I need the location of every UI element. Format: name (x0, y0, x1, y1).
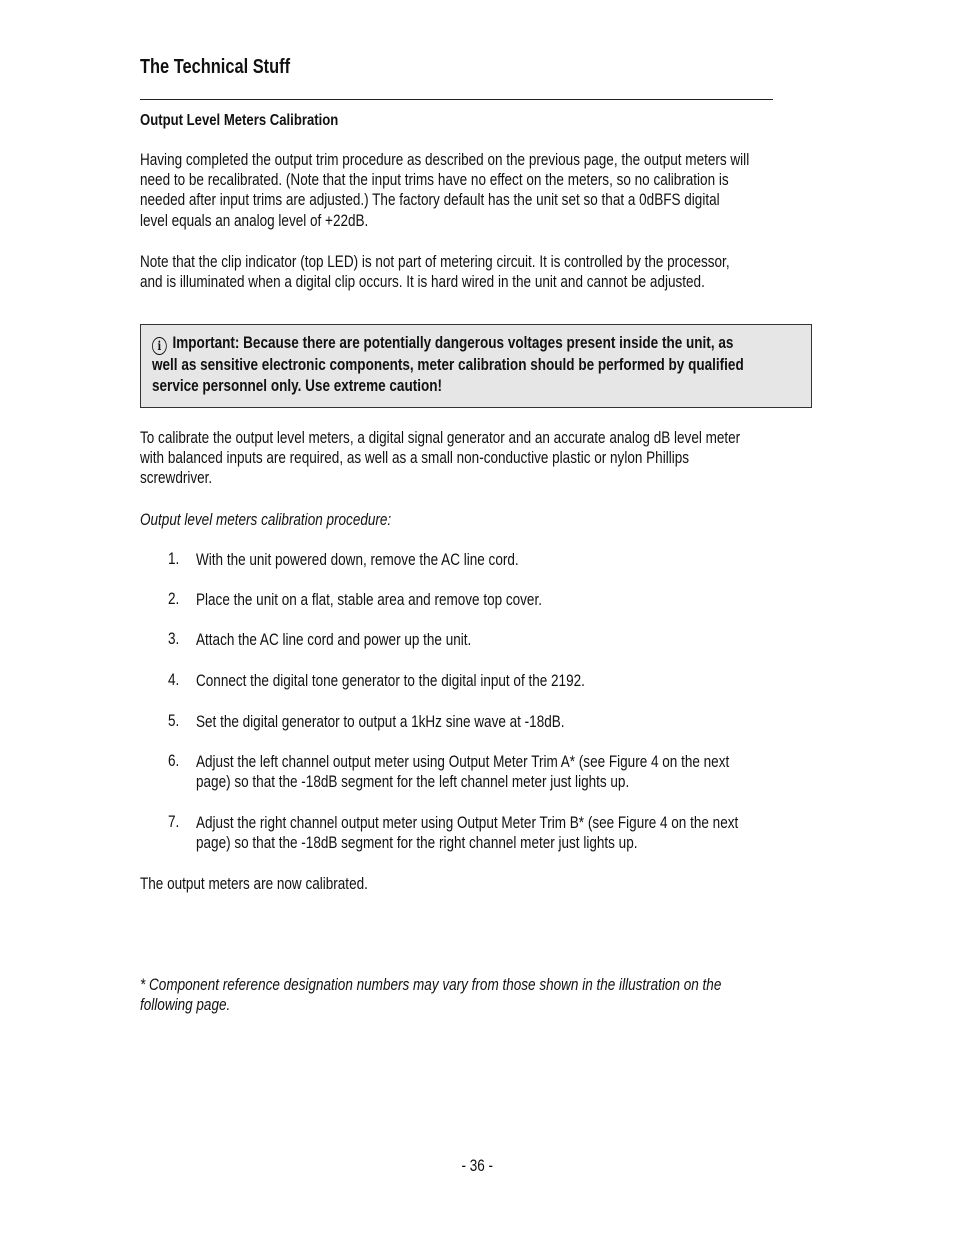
step-number: 5. (168, 712, 180, 730)
step-number: 1. (168, 550, 180, 568)
section-title: The Technical Stuff (140, 56, 291, 78)
step-number: 7. (168, 813, 180, 831)
clip-note-line: and is illuminated when a digital clip occurs. It is hard wired in the unit and cannot be adjusted. (140, 273, 705, 292)
step-text: With the unit powered down, remove the AC line cord. (196, 551, 519, 569)
intro-line: level equals an analog level of +22dB. (140, 211, 369, 230)
step-text: Adjust the left channel output meter using Output Meter Trim A* (see Figure 4 on the next page) so that the -18dB segment for the left channel meter just lights up. (196, 753, 730, 792)
step-text: Place the unit on a flat, stable area and remove top cover. (196, 591, 542, 609)
requirements-line: with balanced inputs are required, as well as a small non-conductive plastic or nylon Phillips (140, 449, 690, 468)
important-callout-text (152, 333, 744, 396)
step-number: 2. (168, 590, 180, 608)
intro-line: need to be recalibrated. (Note that the input trims have no effect on the meters, so no calibration is (140, 171, 729, 190)
requirements-line: To calibrate the output level meters, a digital signal generator and an accurate analog dB level meter (140, 429, 741, 447)
page-number: - 36 - (461, 1157, 493, 1175)
important-line: service personnel only. Use extreme caution! (152, 376, 443, 395)
footnote-line: * Component reference designation numbers may vary from those shown in the illustration on the (140, 976, 722, 994)
step-text: Set the digital generator to output a 1kHz sine wave at -18dB. (196, 713, 565, 731)
intro-line: Having completed the output trim procedure as described on the previous page, the output meters will (140, 151, 750, 169)
step-number: 3. (168, 630, 180, 648)
step-text: Attach the AC line cord and power up the unit. (196, 631, 472, 649)
header-rule (140, 99, 773, 100)
requirements-paragraph (140, 428, 740, 489)
clip-note-line: Note that the clip indicator (top LED) is not part of metering circuit. It is controlled by the processor, (140, 253, 730, 271)
requirements-line: screwdriver. (140, 469, 213, 488)
important-line: i Important: Because there are potentially dangerous voltages present inside the unit, as (152, 333, 744, 355)
conclusion-text: The output meters are now calibrated. (140, 875, 368, 893)
step-number: 6. (168, 752, 180, 770)
procedure-heading: Output level meters calibration procedure: (140, 511, 392, 529)
info-icon: i (152, 337, 167, 355)
footnote-line: following page. (140, 996, 231, 1015)
intro-paragraph (140, 150, 749, 231)
clip-note-paragraph (140, 252, 730, 292)
important-line: well as sensitive electronic components, meter calibration should be performed by qualified (152, 356, 744, 374)
footnote (140, 975, 721, 1015)
step-text: Adjust the right channel output meter using Output Meter Trim B* (see Figure 4 on the next page) so that the -18dB segment for the right channel meter just lights up. (196, 814, 739, 853)
intro-line: needed after input trims are adjusted.) The factory default has the unit set so that a 0dBFS digital (140, 191, 720, 210)
section-subtitle: Output Level Meters Calibration (140, 112, 339, 129)
step-number: 4. (168, 671, 180, 689)
step-text: Connect the digital tone generator to the digital input of the 2192. (196, 672, 585, 690)
